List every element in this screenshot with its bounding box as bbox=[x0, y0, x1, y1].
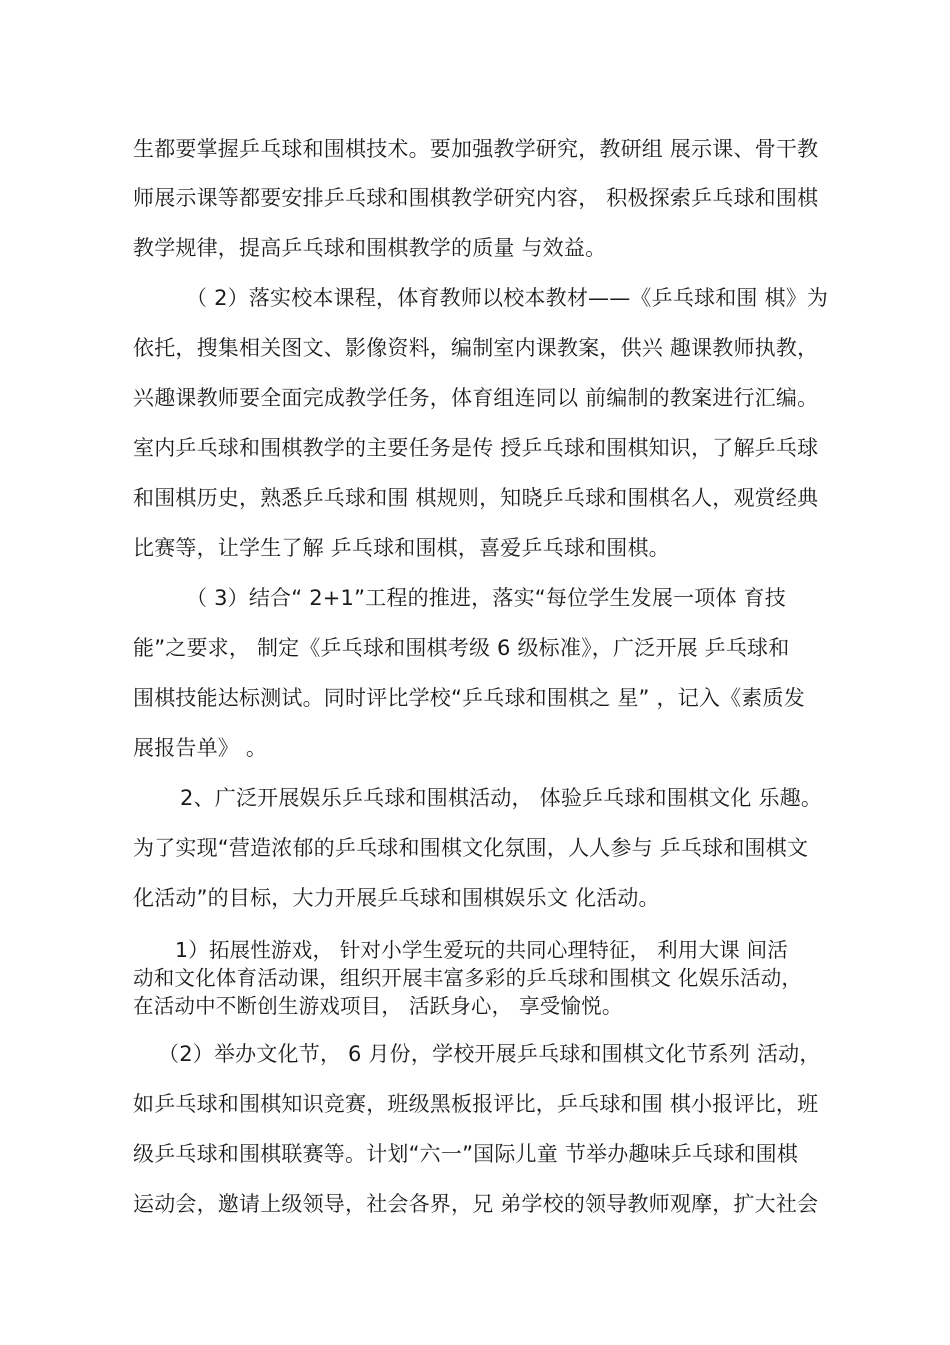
text-line: 级乒乓球和围棋联赛等。计划“六一”国际儿童 节举办趣味乒乓球和围棋 bbox=[133, 1142, 799, 1166]
text-line: 围棋技能达标测试。同时评比学校“乒乓球和围棋之 星” ，记入《素质发 bbox=[133, 686, 805, 710]
text-line: 化活动”的目标，大力开展乒乓球和围棋娱乐文 化活动。 bbox=[133, 886, 660, 910]
text-line: 能”之要求， 制定《乒乓球和围棋考级 6 级标准》，广泛开展 乒乓球和 bbox=[133, 636, 790, 660]
text-line: 和围棋历史，熟悉乒乓球和围 棋规则，知晓乒乓球和围棋名人，观赏经典 bbox=[133, 486, 819, 510]
text-line: （ 2）落实校本课程，体育教师以校本教材——《乒乓球和围 棋》为 bbox=[186, 286, 829, 310]
text-line: 室内乒乓球和围棋教学的主要任务是传 授乒乓球和围棋知识，了解乒乓球 bbox=[133, 436, 819, 460]
text-line: 比赛等，让学生了解 乒乓球和围棋，喜爱乒乓球和围棋。 bbox=[133, 536, 670, 560]
text-line: 2、广泛开展娱乐乒乓球和围棋活动， 体验乒乓球和围棋文化 乐趣。 bbox=[180, 786, 823, 810]
text-line: 如乒乓球和围棋知识竞赛，班级黑板报评比，乒乓球和围 棋小报评比，班 bbox=[133, 1092, 819, 1116]
text-line: 动和文化体育活动课，组织开展丰富多彩的乒乓球和围棋文 化娱乐活动， bbox=[133, 966, 803, 990]
text-line: （2）举办文化节， 6 月份，学校开展乒乓球和围棋文化节系列 活动， bbox=[158, 1042, 821, 1066]
text-line: 教学规律，提高乒乓球和围棋教学的质量 与效益。 bbox=[133, 236, 607, 260]
text-line: （ 3）结合“ 2+1”工程的推进，落实“每位学生发展一项体 育技 bbox=[186, 586, 786, 610]
text-line: 运动会，邀请上级领导，社会各界，兄 弟学校的领导教师观摩，扩大社会 bbox=[133, 1192, 819, 1216]
text-line: 生都要掌握乒乓球和围棋技术。要加强教学研究，教研组 展示课、骨干教 bbox=[133, 137, 819, 161]
text-line: 在活动中不断创生游戏项目， 活跃身心， 享受愉悦。 bbox=[133, 994, 623, 1018]
text-line: 师展示课等都要安排乒乓球和围棋教学研究内容， 积极探索乒乓球和围棋 bbox=[133, 186, 819, 210]
text-line: 兴趣课教师要全面完成教学任务，体育组连同以 前编制的教案进行汇编。 bbox=[133, 386, 819, 410]
text-line: 为了实现“营造浓郁的乒乓球和围棋文化氛围，人人参与 乒乓球和围棋文 bbox=[133, 836, 809, 860]
text-line: 1）拓展性游戏， 针对小学生爱玩的共同心理特征， 利用大课 间活 bbox=[175, 938, 788, 962]
text-line: 展报告单》 。 bbox=[133, 736, 268, 760]
text-line: 依托，搜集相关图文、影像资料，编制室内课教案，供兴 趣课教师执教， bbox=[133, 336, 819, 360]
